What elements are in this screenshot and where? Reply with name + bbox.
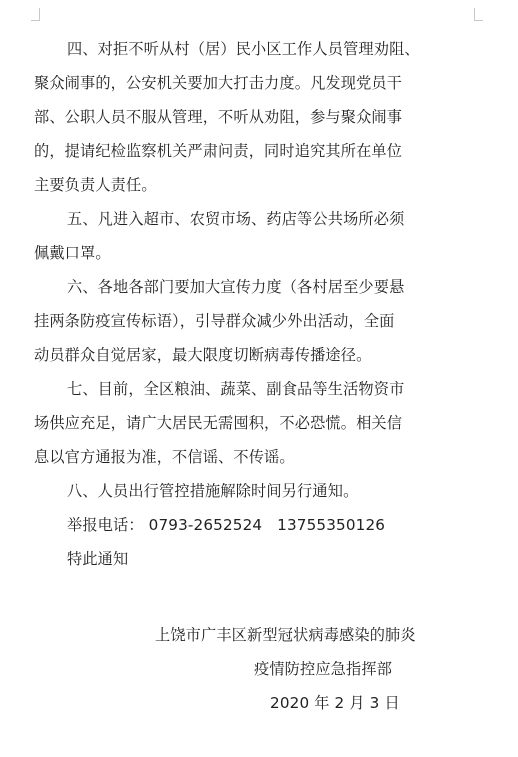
paragraph-6-line-3: 动员群众自觉居家，最大限度切断病毒传播途径。: [34, 346, 372, 364]
paragraph-7-line-3: 息以官方通报为准，不信谣、不传谣。: [34, 448, 295, 466]
paragraph-4-line-4: 的，提请纪检监察机关严肃问责，同时追究其所在单位: [34, 142, 403, 160]
page-corner-mark-left: [31, 8, 40, 21]
paragraph-4-line-5: 主要负责人责任。: [34, 176, 157, 194]
paragraph-4-line-3: 部、公职人员不服从管理，不听从劝阻，参与聚众闹事: [34, 108, 403, 126]
paragraph-5-line-1: 五、凡进入超市、农贸市场、药店等公共场所必须: [67, 210, 405, 228]
paragraph-5-line-2: 佩戴口罩。: [34, 244, 111, 262]
paragraph-8-line-1: 八、人员出行管控措施解除时间另行通知。: [67, 482, 359, 500]
paragraph-7-line-2: 场供应充足，请广大居民无需囤积，不必恐慌。相关信: [34, 414, 403, 432]
signature-org-line-1: 上饶市广丰区新型冠状病毒感染的肺炎: [155, 626, 416, 644]
signature-org-line-2: 疫情防控应急指挥部: [254, 660, 393, 678]
notice-line: 特此通知: [67, 550, 129, 568]
page-corner-mark-right: [474, 8, 483, 21]
paragraph-7-line-1: 七、目前，全区粮油、蔬菜、副食品等生活物资市: [67, 380, 405, 398]
signature-date: 2020 年 2 月 3 日: [270, 694, 400, 712]
report-phone-line: 举报电话： 0793-2652524 13755350126: [67, 516, 386, 534]
paragraph-4-line-2: 聚众闹事的，公安机关要加大打击力度。凡发现党员干: [34, 74, 403, 92]
paragraph-4-line-1: 四、对拒不听从村（居）民小区工作人员管理劝阻、: [67, 40, 420, 58]
paragraph-6-line-1: 六、各地各部门要加大宣传力度（各村居至少要悬: [67, 278, 405, 296]
paragraph-6-line-2: 挂两条防疫宣传标语），引导群众减少外出活动，全面: [34, 312, 395, 330]
